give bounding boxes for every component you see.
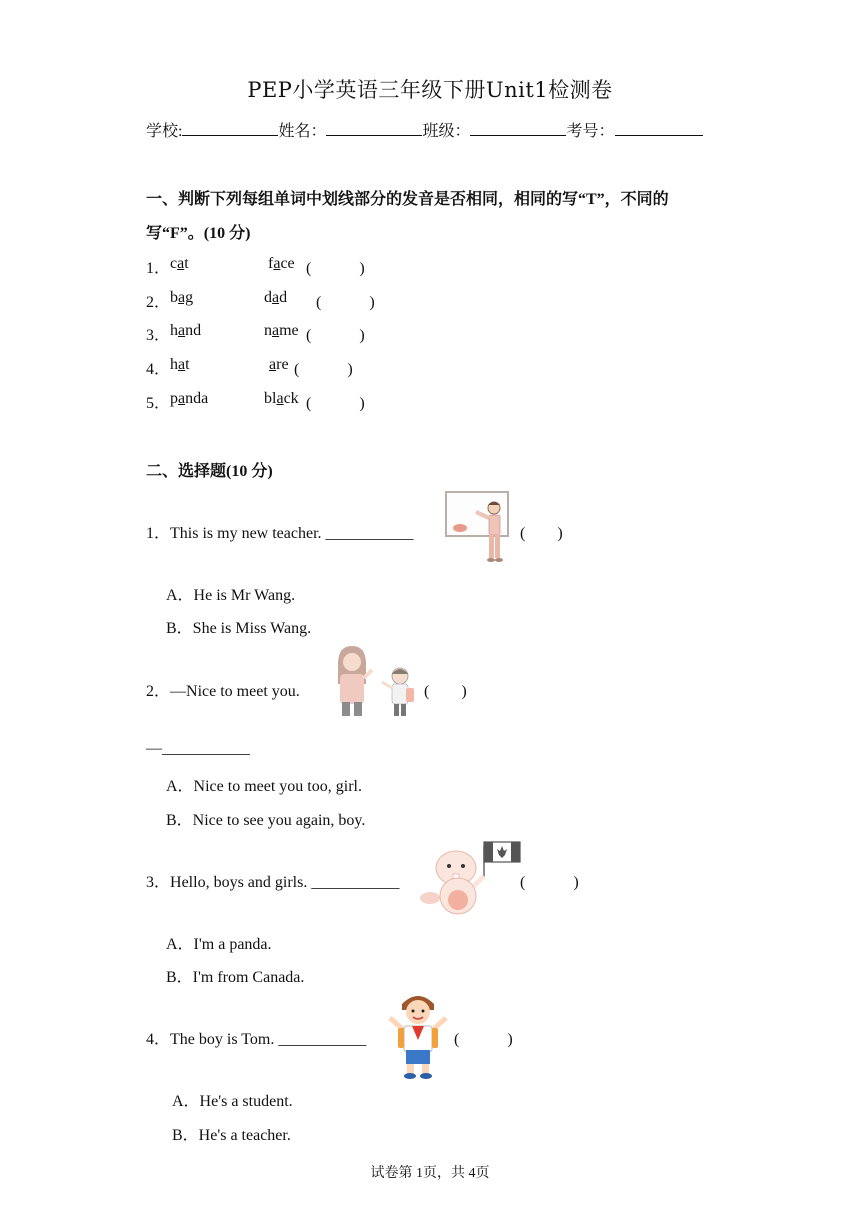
q4-answer-paren[interactable]: ( ) [454, 1031, 513, 1048]
underlined-letters: a [178, 322, 186, 339]
word-part: b [170, 289, 178, 306]
word-part: d [264, 289, 272, 306]
item-number: 2． [146, 294, 171, 311]
q1-text [146, 520, 414, 543]
q2-answer-line[interactable]: —___________ [146, 740, 250, 757]
q3-answer-paren[interactable]: ( ) [520, 874, 579, 891]
underlined-letters: a [177, 255, 185, 272]
part1-word-1 [170, 390, 208, 408]
word-part: ck [283, 390, 299, 407]
beaver-with-canada-flag-image [420, 838, 524, 920]
underlined-letters: a [272, 289, 280, 306]
word-part: me [279, 322, 299, 339]
class-blank[interactable] [470, 119, 566, 136]
underlined-letters: a [273, 255, 281, 272]
q2-sentence: —Nice to meet you. [170, 683, 300, 700]
word-part: t [184, 255, 189, 272]
q1-option-a[interactable]: A．He is Mr Wang. [166, 587, 296, 604]
word-part: c [170, 255, 178, 272]
word-part: p [170, 390, 178, 407]
part1-answer-paren[interactable] [316, 289, 375, 312]
teacher-at-board-image [444, 490, 510, 568]
item-number: 1． [146, 260, 171, 277]
page-footer: 试卷第 1页，共 4页 [370, 1166, 490, 1181]
name-blank[interactable] [326, 119, 422, 136]
word-part: n [264, 322, 272, 339]
word-part: d [279, 289, 288, 306]
class-label: 班级： [422, 123, 471, 140]
word-part: bl [264, 390, 277, 407]
number-blank[interactable] [615, 119, 703, 136]
part1-word-2 [268, 255, 295, 273]
part1-item-number [146, 390, 170, 413]
part1-word-1 [170, 255, 189, 273]
page-title: PEP小学英语三年级下册Unit1检测卷 [247, 78, 613, 102]
part1-item-number [146, 289, 170, 312]
word-part: h [170, 322, 178, 339]
part1-heading-line1: 一、判断下列每组单词中划线部分的发音是否相同，相同的写“T”，不同的 [146, 191, 669, 208]
q1-number: 1． [146, 525, 171, 542]
part1-answer-paren[interactable] [306, 390, 365, 413]
q2-answer-paren[interactable]: ( ) [424, 683, 467, 700]
item-number: 5． [146, 395, 171, 412]
part1-word-1 [170, 322, 201, 340]
q4-option-b[interactable]: B．He's a teacher. [172, 1127, 291, 1144]
underlined-letters: a [272, 322, 280, 339]
q3-text [146, 869, 399, 892]
q4-sentence: The boy is Tom. ___________ [170, 1031, 367, 1048]
q3-number: 3． [146, 874, 171, 891]
underlined-letters: a [178, 356, 186, 373]
boy-student-image [384, 990, 452, 1080]
part1-heading-line2: 写“F”。(10 分) [146, 225, 251, 242]
word-part: t [185, 356, 190, 373]
q4-option-a[interactable]: A．He's a student. [172, 1093, 293, 1110]
q4-text [146, 1026, 366, 1049]
word-part: nda [185, 390, 209, 407]
underlined-letters: ag [178, 289, 194, 306]
word-part: h [170, 356, 178, 373]
woman-and-girl-greeting-image [324, 644, 420, 718]
word-part: ce [280, 255, 295, 272]
q3-option-a[interactable]: A．I'm a panda. [166, 936, 272, 953]
underlined-letters: a [178, 390, 186, 407]
part1-word-2 [264, 289, 287, 307]
q3-option-b[interactable]: B．I'm from Canada. [166, 969, 305, 986]
number-label: 考号： [566, 123, 615, 140]
q3-sentence: Hello, boys and girls. ___________ [170, 874, 400, 891]
name-label: 姓名： [278, 123, 327, 140]
word-part: f [268, 255, 274, 272]
underlined-letters: a [276, 390, 284, 407]
part1-item-number [146, 356, 170, 379]
q2-text [146, 678, 300, 701]
q2-number: 2． [146, 683, 171, 700]
answer-paren[interactable]: ( ) [316, 294, 375, 311]
student-info-line [146, 118, 703, 141]
part1-word-2 [264, 322, 299, 340]
part1-item-number [146, 322, 170, 345]
item-number: 3． [146, 327, 171, 344]
q1-option-b[interactable]: B．She is Miss Wang. [166, 620, 312, 637]
underlined-letters: a [269, 356, 277, 373]
school-label: 学校: [146, 123, 183, 140]
item-number: 4． [146, 361, 171, 378]
word-part: nd [185, 322, 202, 339]
q2-option-a[interactable]: A．Nice to meet you too, girl. [166, 778, 362, 795]
part1-word-2 [269, 356, 289, 374]
q4-number: 4． [146, 1031, 171, 1048]
word-part: re [276, 356, 289, 373]
answer-paren[interactable]: ( ) [306, 260, 365, 277]
part1-word-1 [170, 289, 193, 307]
school-blank[interactable] [182, 119, 278, 136]
part1-answer-paren[interactable] [294, 356, 353, 379]
q1-answer-paren[interactable]: ( ) [520, 525, 563, 542]
part1-word-1 [170, 356, 190, 374]
part1-item-number [146, 255, 170, 278]
q1-sentence: This is my new teacher. ___________ [170, 525, 414, 542]
part1-answer-paren[interactable] [306, 322, 365, 345]
part2-heading: 二、选择题(10 分) [146, 463, 273, 480]
part1-answer-paren[interactable] [306, 255, 365, 278]
answer-paren[interactable]: ( ) [294, 361, 353, 378]
answer-paren[interactable]: ( ) [306, 327, 365, 344]
answer-paren[interactable]: ( ) [306, 395, 365, 412]
q2-option-b[interactable]: B．Nice to see you again, boy. [166, 812, 366, 829]
part1-word-2 [264, 390, 299, 408]
